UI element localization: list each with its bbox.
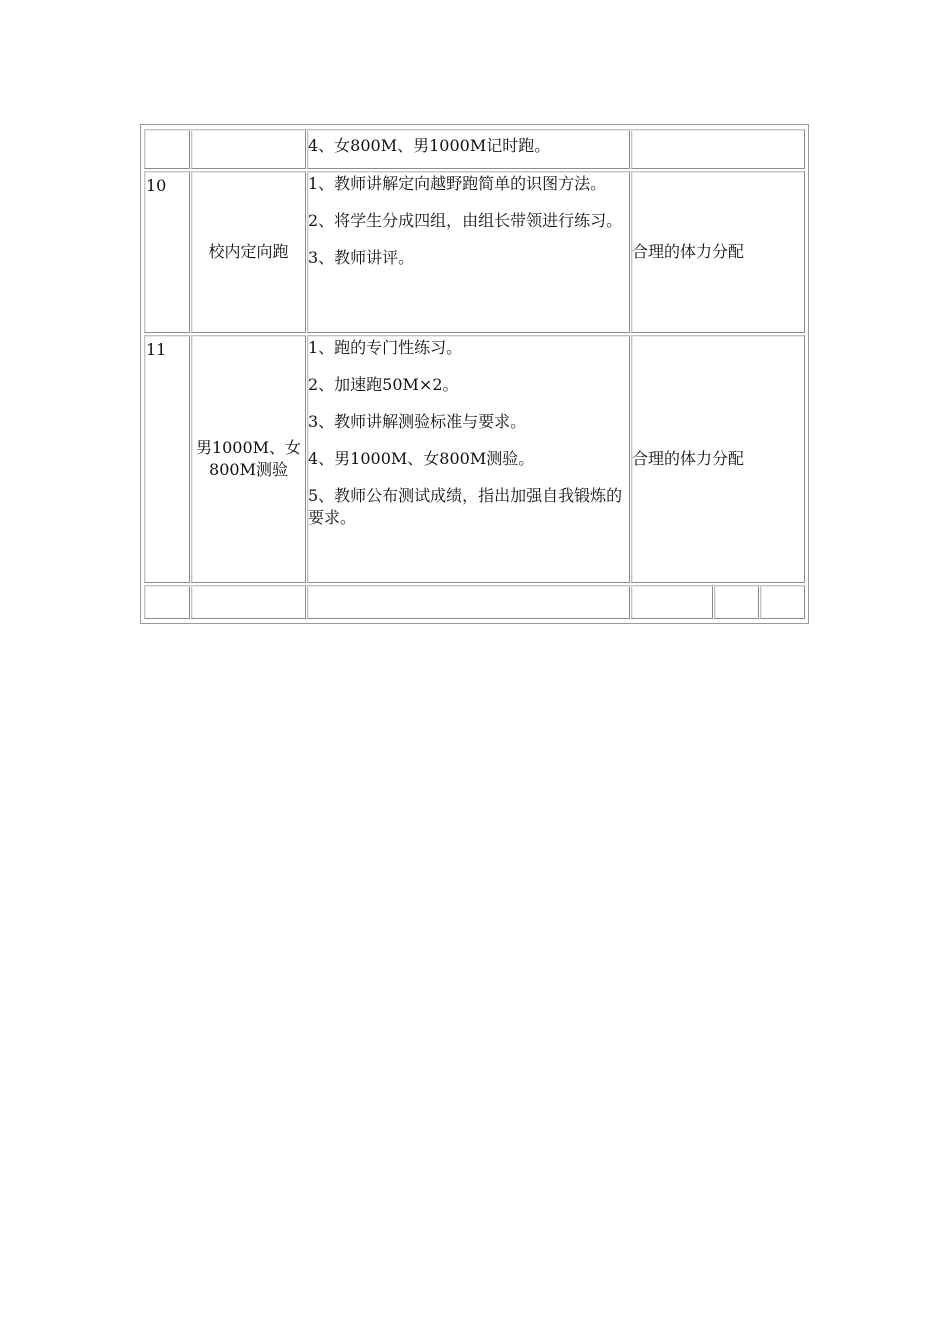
row-number-cell xyxy=(144,129,190,169)
content-line: 3、教师讲解测验标准与要求。 xyxy=(308,412,527,431)
content-line: 5、教师公布测试成绩，指出加强自我锻炼的要求。 xyxy=(308,486,623,527)
content-line: 1、跑的专门性练习。 xyxy=(308,338,463,357)
row-topic-cell: 校内定向跑 xyxy=(191,171,306,333)
row-number-cell: 10 xyxy=(144,171,190,333)
row-note-cell: 合理的体力分配 xyxy=(631,171,805,333)
empty-cell xyxy=(714,585,759,619)
row-note-cell: 合理的体力分配 xyxy=(631,335,805,583)
content-line: 1、教师讲解定向越野跑简单的识图方法。 xyxy=(308,174,607,193)
row-note-cell xyxy=(631,129,805,169)
empty-cell xyxy=(191,585,306,619)
content-line: 3、教师讲评。 xyxy=(308,248,415,267)
content-line: 2、加速跑50M×2。 xyxy=(308,375,459,394)
row-topic-cell xyxy=(191,129,306,169)
row-topic-cell: 男1000M、女800M测验 xyxy=(191,335,306,583)
content-line: 4、女800M、男1000M记时跑。 xyxy=(308,136,551,155)
row-number-cell: 11 xyxy=(144,335,190,583)
content-line: 2、将学生分成四组，由组长带领进行练习。 xyxy=(308,211,623,230)
content-line: 4、男1000M、女800M测验。 xyxy=(308,449,535,468)
row-content-cell xyxy=(307,335,630,583)
row-content-cell xyxy=(307,129,630,169)
lesson-plan-table xyxy=(140,124,809,624)
empty-cell xyxy=(144,585,190,619)
row-content-cell xyxy=(307,171,630,333)
empty-cell xyxy=(631,585,713,619)
empty-cell xyxy=(760,585,805,619)
empty-cell xyxy=(307,585,630,619)
